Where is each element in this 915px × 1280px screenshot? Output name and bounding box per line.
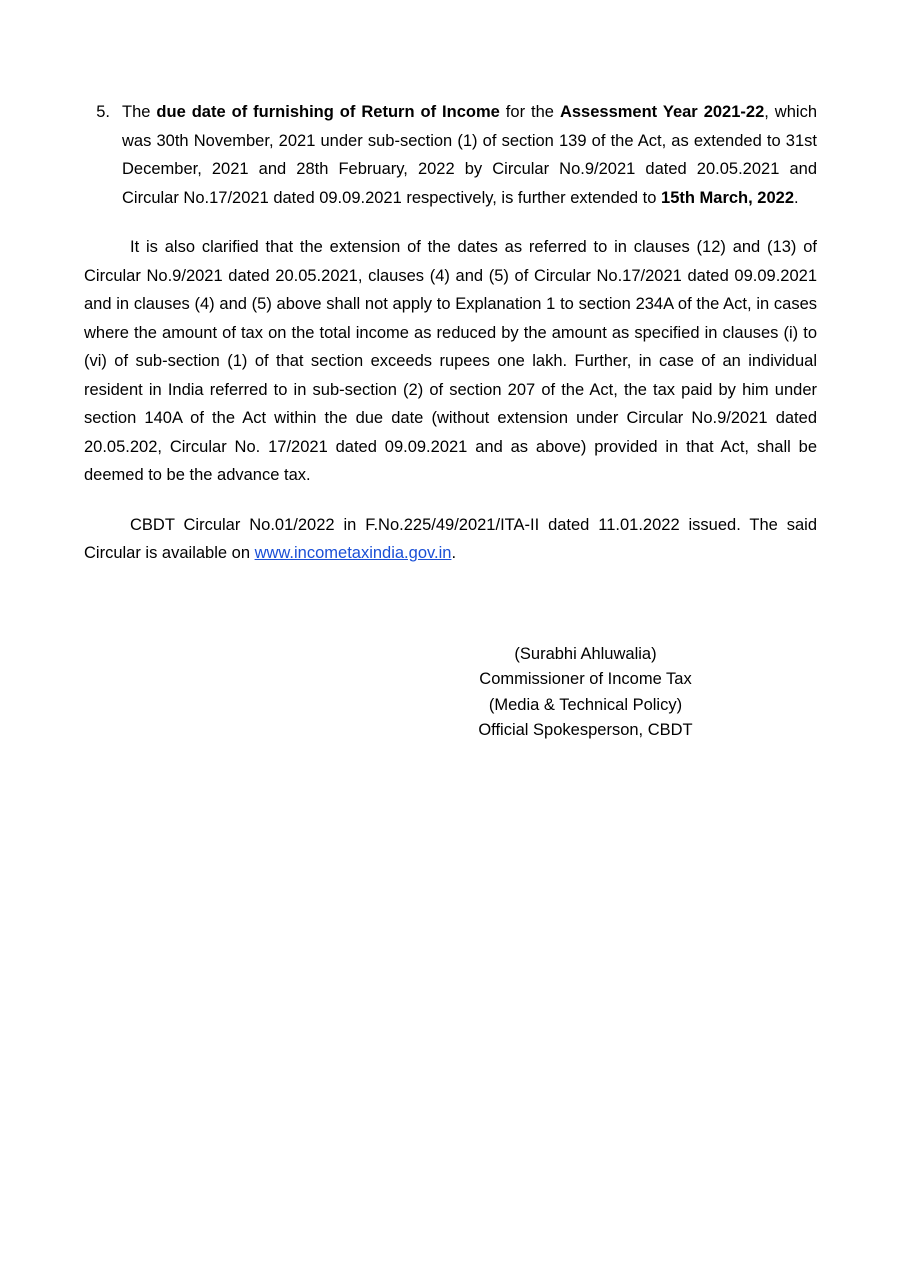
signature-block [84,642,817,744]
clause-5-seg-5: 15th March, 2022 [661,188,795,207]
clause-5-seg-6: . [794,188,799,207]
signature-name: (Surabhi Ahluwalia) [514,644,657,663]
clause-5 [84,98,817,212]
paragraph-clarification: It is also clarified that the extension of the dates as referred to in clauses (12) and (13) of Circular No.9/2021 dated 20.05.2021, clauses (4) and (5) of Circular No.17/2021 dated 09.09.2021 and in clauses (4) and (5) above shall not apply to Explanation 1 to section 234A of the Act, in cases where the amount of tax on the total income as reduced by the amount as specified in clauses (i) to (vi) of sub-section (1) of that section exceeds rupees one lakh. Further, in case of an individual resident in India referred to in sub-section (2) of section 207 of the Act, the tax paid by him under section 140A of the Act within the due date (without extension under Circular No.9/2021 dated 20.05.202, Circular No. 17/2021 dated 09.09.2021 and as above) provided in that Act, shall be deemed to be the advance tax. [84,238,817,484]
clause-5-marker: 5. [96,103,110,121]
clause-5-seg-0: The [122,103,157,121]
clause-5-seg-2: for the [499,103,560,121]
signature-designation: Commissioner of Income Tax [479,670,692,688]
page-bottom-spacer [84,744,817,784]
clause-5-seg-3: Assessment Year 2021-22 [559,103,765,121]
clause-5-seg-4: , which was 30th November, 2021 under sub-section (1) of section 139 of the Act, as extended to 31st December, 2021 and 28th February, 2022 by Circular No.9/2021 dated 20.05.2021 and Circular No.17/2021 dated 09.09.2021 respectively, is further extended to [122,103,817,207]
signature-role: Official Spokesperson, CBDT [478,721,693,739]
clause-5-text [122,98,817,212]
signature-department: (Media & Technical Policy) [488,695,683,714]
clause-5-seg-1: due date of furnishing of Return of Income [156,103,500,121]
circular-text-after-link: . [451,544,457,562]
paragraph-circular [84,511,817,568]
circular-text-before-link: CBDT Circular No.01/2022 in F.No.225/49/2021/ITA-II dated 11.01.2022 issued. The said Circular is available on [84,515,817,562]
incometaxindia-link[interactable]: www.incometaxindia.gov.in [254,544,452,562]
